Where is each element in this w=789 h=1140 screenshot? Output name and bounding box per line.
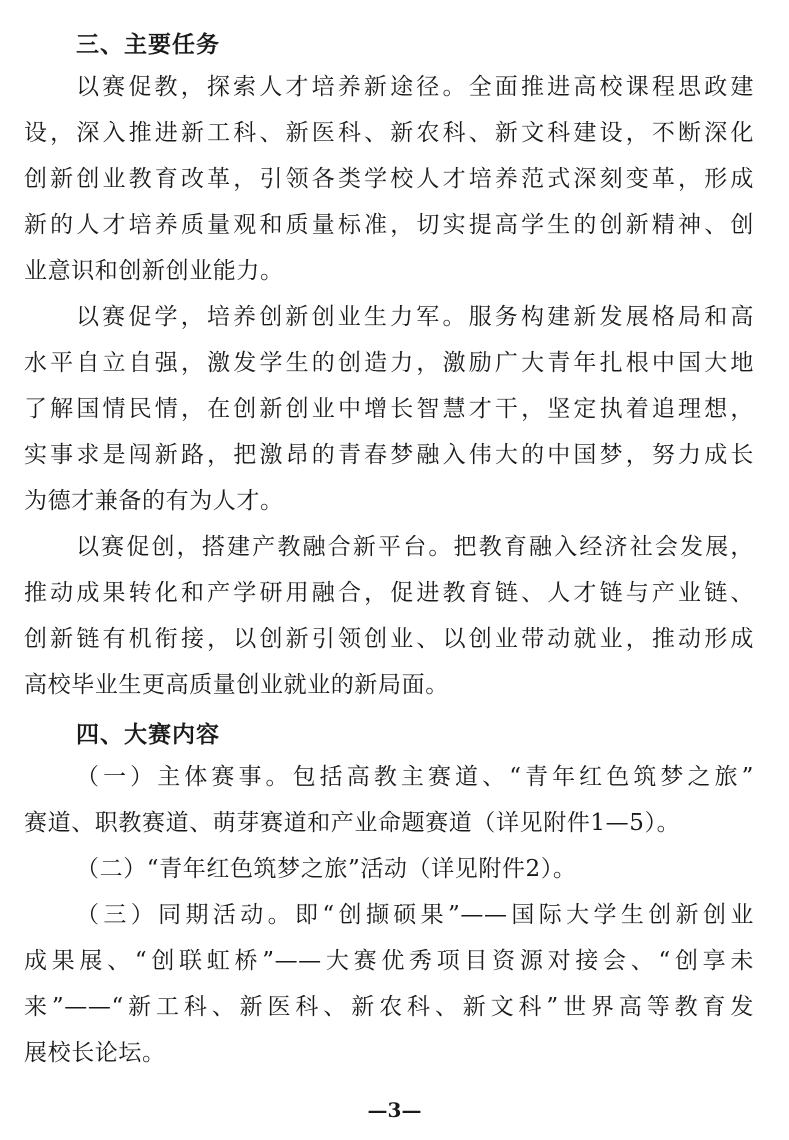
- paragraph-line: 推动成果转化和产学研用融合，促进教育链、人才链与产业链、: [24, 580, 754, 606]
- paragraph-line: 以赛促创，搭建产教融合新平台。把教育融入经济社会发展，: [76, 534, 754, 560]
- paragraph-line: 业意识和创新创业能力。: [24, 258, 284, 284]
- paragraph-line: 新的人才培养质量观和质量标准，切实提高学生的创新精神、创: [24, 212, 754, 238]
- list-item-line: 来”——“新工科、新医科、新农科、新文科”世界高等教育发: [24, 994, 754, 1020]
- paragraph-line: 水平自立自强，激发学生的创造力，激励广大青年扎根中国大地: [24, 350, 754, 376]
- list-item-line: 赛道、职教赛道、萌芽赛道和产业命题赛道（详见附件1—5）。: [24, 810, 681, 836]
- paragraph-line: 创新创业教育改革，引领各类学校人才培养范式深刻变革，形成: [24, 166, 754, 192]
- section-heading-contest-content: 四、大赛内容: [76, 722, 220, 748]
- list-item-line: 成果展、“创联虹桥”——大赛优秀项目资源对接会、“创享未: [24, 948, 754, 974]
- paragraph-line: 以赛促学，培养创新创业生力军。服务构建新发展格局和高: [76, 304, 754, 330]
- paragraph-line: 为德才兼备的有为人才。: [24, 488, 284, 514]
- paragraph-line: 了解国情民情，在创新创业中增长智慧才干，坚定执着追理想，: [24, 396, 754, 422]
- paragraph-line: 以赛促教，探索人才培养新途径。全面推进高校课程思政建: [76, 74, 754, 100]
- list-item-line: （二）“青年红色筑梦之旅”活动（详见附件2）。: [76, 856, 577, 882]
- paragraph-line: 创新链有机衔接，以创新引领创业、以创业带动就业，推动形成: [24, 626, 754, 652]
- paragraph-line: 高校毕业生更高质量创业就业的新局面。: [24, 672, 449, 698]
- list-item-line: 展校长论坛。: [24, 1040, 166, 1066]
- page-number: —3—: [367, 1098, 422, 1122]
- list-item-line: （一）主体赛事。包括高教主赛道、“青年红色筑梦之旅”: [76, 764, 754, 790]
- paragraph-line: 实事求是闯新路，把激昂的青春梦融入伟大的中国梦，努力成长: [24, 442, 754, 468]
- paragraph-line: 设，深入推进新工科、新医科、新农科、新文科建设，不断深化: [24, 120, 754, 146]
- section-heading-main-tasks: 三、主要任务: [76, 32, 220, 58]
- list-item-line: （三）同期活动。即“创撷硕果”——国际大学生创新创业: [76, 902, 754, 928]
